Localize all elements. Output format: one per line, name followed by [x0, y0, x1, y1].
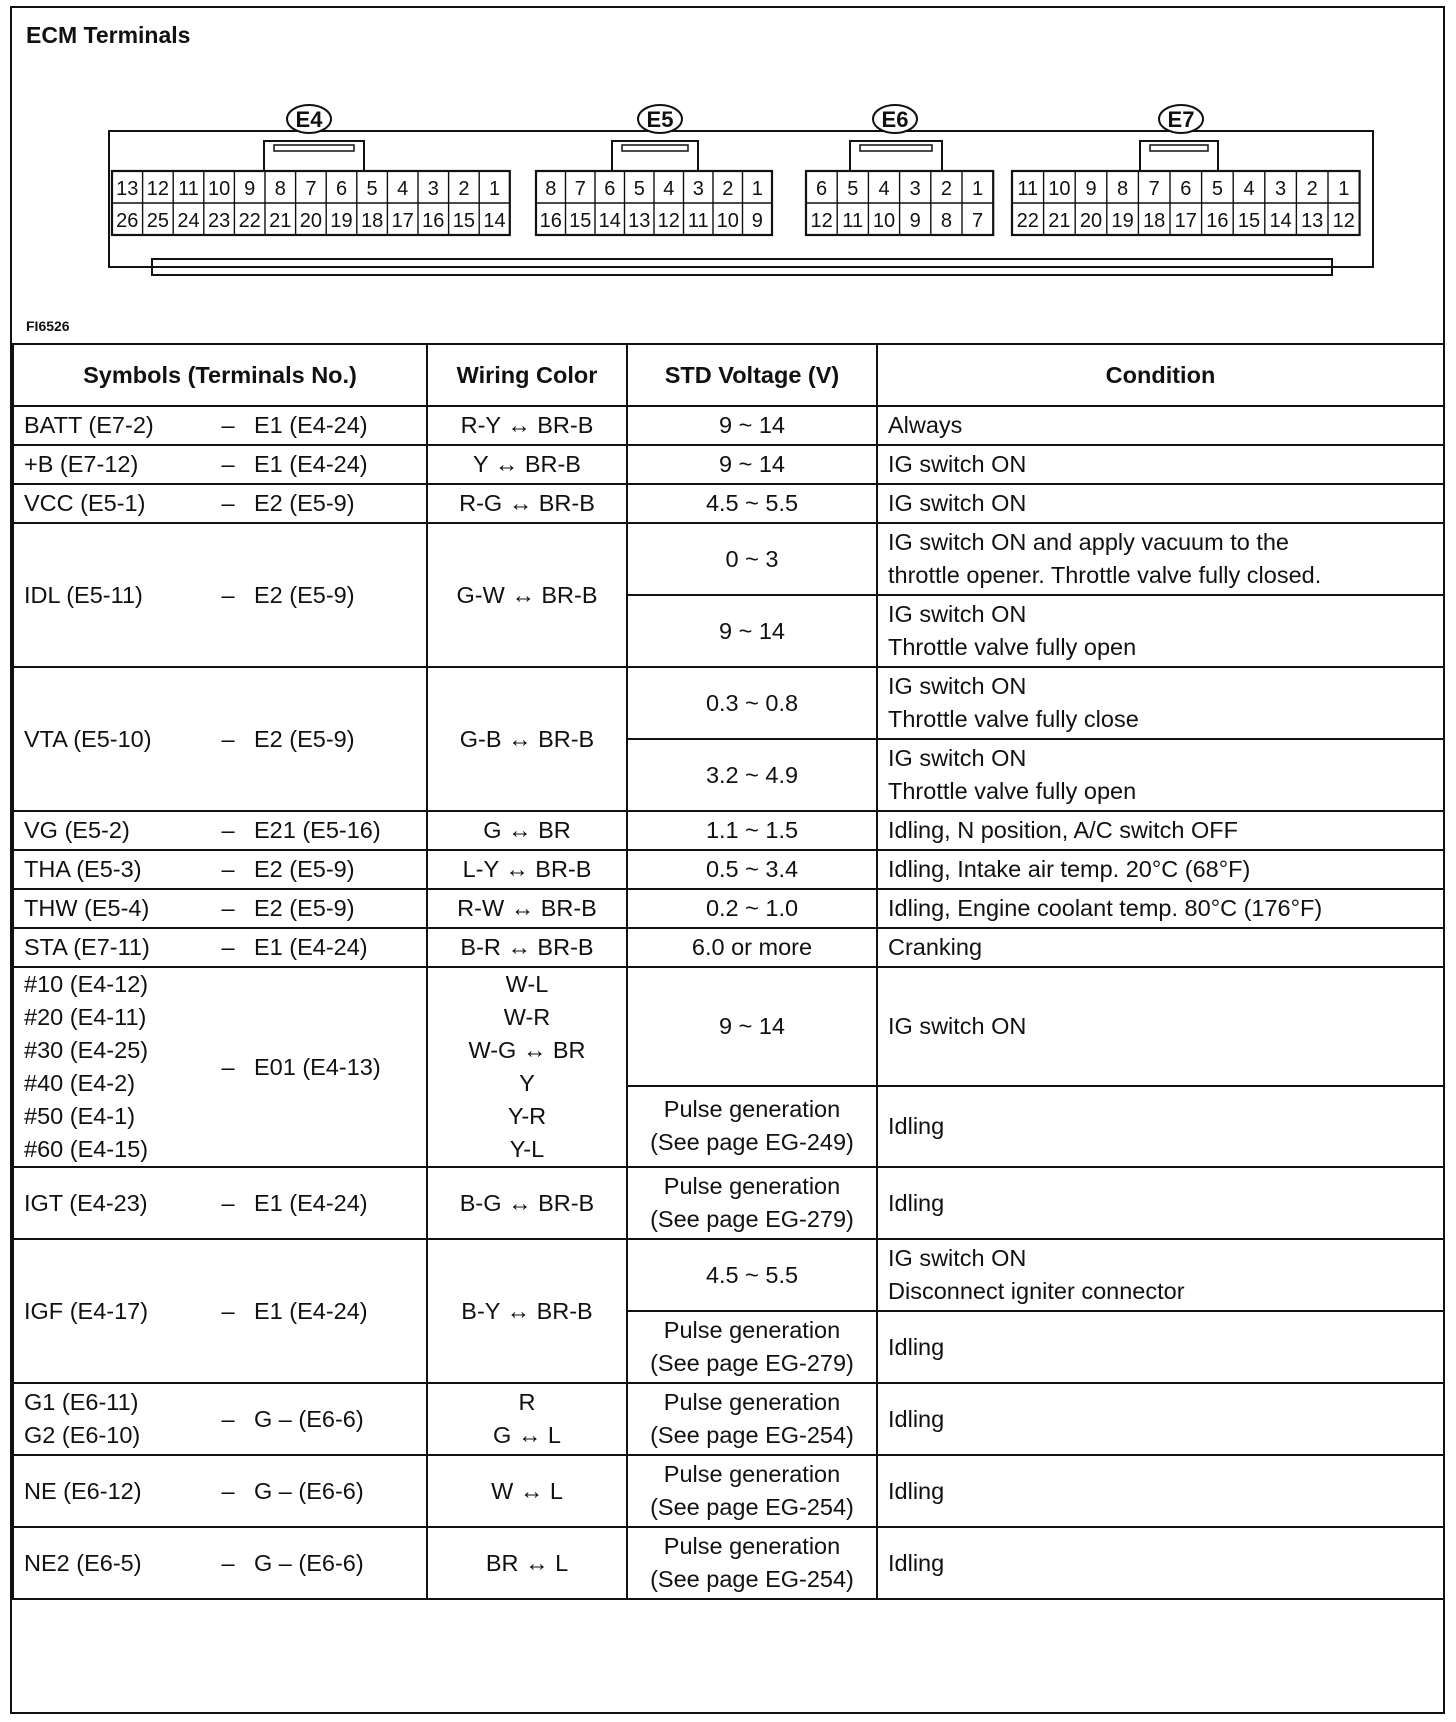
table-header-row: [13, 344, 1444, 406]
condition-cell: IG switch ON and apply vacuum to the throttle opener. Throttle valve fully closed.: [877, 523, 1444, 595]
pin-number: 7: [1148, 178, 1160, 200]
symbol-cell: [13, 445, 427, 484]
connector-diagram: [12, 8, 1443, 308]
table-row: [13, 1167, 1444, 1239]
std-voltage-cell: 9 ~ 14: [627, 967, 877, 1086]
terminal-separator: –: [221, 490, 235, 516]
terminal-separator: –: [221, 1477, 235, 1504]
std-voltage-cell: 1.1 ~ 1.5: [627, 811, 877, 850]
symbol-cell: [13, 1455, 427, 1527]
pin-number: 6: [335, 178, 348, 200]
ground-terminal: E2 (E5-9): [254, 856, 355, 882]
table-row: [13, 1239, 1444, 1311]
terminal-separator: –: [221, 1297, 235, 1324]
pin-number: 14: [483, 210, 506, 232]
pin-number: 17: [1174, 210, 1197, 232]
pin-number: 8: [545, 178, 557, 200]
condition-cell: Idling: [877, 1383, 1444, 1455]
terminal-symbol: #30 (E4-25): [24, 1037, 149, 1063]
std-voltage-cell: 0.2 ~ 1.0: [627, 889, 877, 928]
ground-terminal: E1 (E4-24): [254, 412, 368, 438]
pin-number: 9: [244, 178, 256, 200]
table-row: [13, 667, 1444, 739]
std-voltage-cell: 0.3 ~ 0.8: [627, 667, 877, 739]
ground-terminal: E21 (E5-16): [254, 817, 381, 843]
pin-number: 10: [716, 210, 739, 232]
terminal-separator: –: [221, 1053, 235, 1080]
symbol-cell: [13, 523, 427, 667]
pin-number: 1: [1338, 178, 1350, 200]
symbol-cell: [13, 406, 427, 445]
terminal-table: [12, 343, 1445, 1600]
pin-number: 9: [1085, 178, 1097, 200]
pin-number: 1: [488, 178, 501, 200]
condition-cell: IG switch ON Throttle valve fully close: [877, 667, 1444, 739]
wiring-color-cell: R-G ↔ BR-B: [427, 484, 627, 523]
condition-cell: Idling, Engine coolant temp. 80°C (176°F): [877, 889, 1444, 928]
table-row: [13, 1455, 1444, 1527]
pin-number: 10: [207, 178, 231, 200]
ground-terminal: E2 (E5-9): [254, 581, 355, 608]
pin-number: 8: [1117, 178, 1129, 200]
ground-terminal: E1 (E4-24): [254, 934, 368, 960]
terminal-symbol: VG (E5-2): [24, 817, 130, 843]
pin-number: 12: [146, 178, 170, 200]
symbol-cell: [13, 967, 427, 1167]
pin-number: 12: [657, 210, 680, 232]
pin-number: 13: [116, 178, 139, 200]
table-row: [13, 1383, 1444, 1455]
std-voltage-cell: 9 ~ 14: [627, 595, 877, 667]
pin-number: 12: [810, 210, 833, 232]
symbol-cell: [13, 1527, 427, 1599]
pin-number: 16: [1206, 210, 1229, 232]
table-row: [13, 811, 1444, 850]
ecm-terminals-figure: [10, 6, 1445, 1714]
pin-number: 4: [397, 178, 409, 200]
terminal-symbol: NE2 (E6-5): [24, 1549, 142, 1576]
pin-number: 16: [539, 210, 562, 232]
std-voltage-cell: Pulse generation (See page EG-254): [627, 1383, 877, 1455]
pin-number: 15: [452, 210, 476, 232]
table-row: [13, 1527, 1444, 1599]
terminal-symbol: #10 (E4-12): [24, 971, 149, 997]
terminal-separator: –: [221, 725, 235, 752]
pin-number: 9: [751, 210, 763, 232]
std-voltage-cell: Pulse generation (See page EG-279): [627, 1167, 877, 1239]
connector-label: E6: [881, 107, 909, 132]
table-body: [13, 406, 1444, 1599]
wiring-color-cell: BR ↔ L: [427, 1527, 627, 1599]
condition-cell: Cranking: [877, 928, 1444, 967]
table-row: [13, 850, 1444, 889]
condition-cell: Idling: [877, 1167, 1444, 1239]
condition-cell: Idling: [877, 1455, 1444, 1527]
figure-code: FI6526: [26, 318, 70, 334]
pin-number: 2: [940, 178, 952, 200]
wiring-color-cell: G ↔ BR: [427, 811, 627, 850]
symbol-cell: [13, 928, 427, 967]
table-row: [13, 889, 1444, 928]
symbol-cell: [13, 1383, 427, 1455]
terminal-separator: –: [221, 581, 235, 608]
wiring-color-cell: L-Y ↔ BR-B: [427, 850, 627, 889]
pin-number: 15: [1237, 210, 1261, 232]
condition-cell: IG switch ON: [877, 484, 1444, 523]
ground-terminal: G – (E6-6): [254, 1477, 364, 1504]
condition-cell: Idling: [877, 1311, 1444, 1383]
std-voltage-cell: 9 ~ 14: [627, 445, 877, 484]
ground-terminal: E2 (E5-9): [254, 725, 355, 752]
pin-number: 7: [574, 178, 586, 200]
pin-number: 12: [1332, 210, 1355, 232]
ground-terminal: E1 (E4-24): [254, 1297, 368, 1324]
pin-number: 21: [1048, 210, 1071, 232]
table-row: [13, 928, 1444, 967]
header-symbols: Symbols (Terminals No.): [13, 344, 427, 406]
ground-terminal: E2 (E5-9): [254, 895, 355, 921]
wiring-color-cell: R-Y ↔ BR-B: [427, 406, 627, 445]
std-voltage-cell: Pulse generation (See page EG-279): [627, 1311, 877, 1383]
table-row: [13, 523, 1444, 595]
wiring-color-cell: B-R ↔ BR-B: [427, 928, 627, 967]
ground-terminal: E1 (E4-24): [254, 1189, 368, 1216]
terminal-symbol: VCC (E5-1): [24, 490, 146, 516]
pin-number: 10: [1048, 178, 1071, 200]
pin-number: 20: [1079, 210, 1103, 232]
condition-cell: IG switch ON Throttle valve fully open: [877, 739, 1444, 811]
terminal-separator: –: [221, 817, 235, 843]
pin-number: 2: [458, 178, 470, 200]
terminal-separator: –: [221, 451, 235, 477]
condition-cell: IG switch ON: [877, 445, 1444, 484]
symbol-cell: [13, 1167, 427, 1239]
pin-number: 5: [633, 178, 645, 200]
terminal-symbol: #40 (E4-2): [24, 1070, 136, 1096]
terminal-symbol: IGT (E4-23): [24, 1189, 148, 1216]
pin-number: 22: [238, 210, 261, 232]
symbol-cell: [13, 484, 427, 523]
pin-number: 8: [940, 210, 952, 232]
std-voltage-cell: 4.5 ~ 5.5: [627, 1239, 877, 1311]
pin-number: 7: [972, 210, 984, 232]
connector-label: E4: [295, 107, 323, 132]
pin-number: 17: [391, 210, 414, 232]
wiring-color-cell: Y ↔ BR-B: [427, 445, 627, 484]
pin-number: 11: [842, 210, 864, 232]
wiring-color-cell: W-L W-R W-G ↔ BR Y Y-R Y-L: [427, 967, 627, 1167]
pin-number: 13: [1301, 210, 1324, 232]
wiring-color-cell: B-Y ↔ BR-B: [427, 1239, 627, 1383]
std-voltage-cell: 6.0 or more: [627, 928, 877, 967]
wiring-color-cell: B-G ↔ BR-B: [427, 1167, 627, 1239]
terminal-symbol: THA (E5-3): [24, 856, 142, 882]
table-row: [13, 967, 1444, 1086]
std-voltage-cell: Pulse generation (See page EG-254): [627, 1527, 877, 1599]
pin-number: 18: [1143, 210, 1166, 232]
condition-cell: IG switch ON: [877, 967, 1444, 1086]
terminal-symbol: STA (E7-11): [24, 934, 150, 960]
pin-number: 25: [146, 210, 170, 232]
pin-number: 4: [663, 178, 675, 200]
pin-number: 5: [1211, 178, 1223, 200]
std-voltage-cell: 4.5 ~ 5.5: [627, 484, 877, 523]
terminal-separator: –: [221, 412, 235, 438]
pin-number: 11: [1017, 178, 1039, 200]
pin-number: 4: [1243, 178, 1255, 200]
pin-number: 11: [178, 178, 199, 200]
wiring-color-cell: G-B ↔ BR-B: [427, 667, 627, 811]
connector-label: E7: [1167, 107, 1195, 132]
pin-number: 19: [1111, 210, 1134, 232]
pin-number: 7: [305, 178, 317, 200]
pin-number: 24: [177, 210, 200, 232]
terminal-symbol: #60 (E4-15): [24, 1136, 149, 1162]
pin-number: 6: [604, 178, 616, 200]
pin-number: 5: [366, 178, 378, 200]
pin-number: 2: [1306, 178, 1318, 200]
condition-cell: Always: [877, 406, 1444, 445]
terminal-symbol: +B (E7-12): [24, 451, 139, 477]
terminal-separator: –: [221, 934, 235, 960]
terminal-symbol: #50 (E4-1): [24, 1103, 136, 1129]
pin-number: 3: [1275, 178, 1287, 200]
pin-number: 2: [722, 178, 734, 200]
pin-number: 4: [878, 178, 890, 200]
std-voltage-cell: Pulse generation (See page EG-249): [627, 1086, 877, 1167]
pin-number: 14: [598, 210, 621, 232]
pin-number: 1: [972, 178, 984, 200]
pin-number: 8: [274, 178, 286, 200]
terminal-symbol: G1 (E6-11): [24, 1389, 139, 1415]
symbol-cell: [13, 667, 427, 811]
pin-number: 3: [909, 178, 921, 200]
ground-terminal: E2 (E5-9): [254, 490, 355, 516]
pin-number: 10: [872, 210, 896, 232]
condition-cell: IG switch ON Throttle valve fully open: [877, 595, 1444, 667]
pin-number: 3: [692, 178, 704, 200]
pin-number: 21: [269, 210, 292, 232]
ground-terminal: E1 (E4-24): [254, 451, 368, 477]
condition-cell: Idling, Intake air temp. 20°C (68°F): [877, 850, 1444, 889]
pin-number: 6: [816, 178, 828, 200]
table-row: [13, 445, 1444, 484]
ground-terminal: G – (E6-6): [254, 1405, 364, 1432]
pin-number: 13: [628, 210, 651, 232]
pin-number: 26: [116, 210, 139, 232]
terminal-symbol: BATT (E7-2): [24, 412, 154, 438]
pin-number: 11: [687, 210, 709, 232]
header-wiring-color: Wiring Color: [427, 344, 627, 406]
table-row: [13, 484, 1444, 523]
pin-number: 6: [1180, 178, 1192, 200]
symbol-cell: [13, 1239, 427, 1383]
condition-cell: Idling: [877, 1527, 1444, 1599]
pin-number: 3: [427, 178, 439, 200]
terminal-separator: –: [221, 1189, 235, 1216]
symbol-cell: [13, 889, 427, 928]
symbol-cell: [13, 811, 427, 850]
terminal-symbol: NE (E6-12): [24, 1477, 142, 1504]
ground-terminal: G – (E6-6): [254, 1549, 364, 1576]
header-std-voltage: STD Voltage (V): [627, 344, 877, 406]
terminal-separator: –: [221, 895, 235, 921]
wiring-color-cell: W ↔ L: [427, 1455, 627, 1527]
std-voltage-cell: Pulse generation (See page EG-254): [627, 1455, 877, 1527]
figure-title: ECM Terminals: [26, 22, 191, 48]
ground-terminal: E01 (E4-13): [254, 1053, 381, 1080]
terminal-separator: –: [221, 856, 235, 882]
pin-number: 19: [330, 210, 353, 232]
pin-number: 18: [360, 210, 384, 232]
pin-number: 5: [847, 178, 859, 200]
terminal-symbol: VTA (E5-10): [24, 725, 152, 752]
pin-number: 1: [751, 178, 763, 200]
terminal-symbol: THW (E5-4): [24, 895, 150, 921]
terminal-symbol: IDL (E5-11): [24, 581, 143, 608]
condition-cell: Idling: [877, 1086, 1444, 1167]
wiring-color-cell: G-W ↔ BR-B: [427, 523, 627, 667]
pin-number: 16: [422, 210, 445, 232]
std-voltage-cell: 3.2 ~ 4.9: [627, 739, 877, 811]
pin-number: 9: [909, 210, 921, 232]
std-voltage-cell: 0.5 ~ 3.4: [627, 850, 877, 889]
condition-cell: IG switch ON Disconnect igniter connector: [877, 1239, 1444, 1311]
pin-number: 22: [1016, 210, 1039, 232]
header-condition: Condition: [877, 344, 1444, 406]
terminal-symbol: G2 (E6-10): [24, 1422, 141, 1448]
wiring-color-cell: R G ↔ L: [427, 1383, 627, 1455]
pin-number: 20: [299, 210, 323, 232]
std-voltage-cell: 9 ~ 14: [627, 406, 877, 445]
pin-number: 14: [1269, 210, 1292, 232]
pin-number: 15: [569, 210, 592, 232]
terminal-symbol: #20 (E4-11): [24, 1004, 147, 1030]
std-voltage-cell: 0 ~ 3: [627, 523, 877, 595]
terminal-symbol: IGF (E4-17): [24, 1297, 149, 1324]
terminal-separator: –: [221, 1549, 235, 1576]
symbol-cell: [13, 850, 427, 889]
wiring-color-cell: R-W ↔ BR-B: [427, 889, 627, 928]
table-row: [13, 406, 1444, 445]
connector-label: E5: [646, 107, 674, 132]
terminal-separator: –: [221, 1405, 235, 1432]
condition-cell: Idling, N position, A/C switch OFF: [877, 811, 1444, 850]
pin-number: 23: [207, 210, 231, 232]
